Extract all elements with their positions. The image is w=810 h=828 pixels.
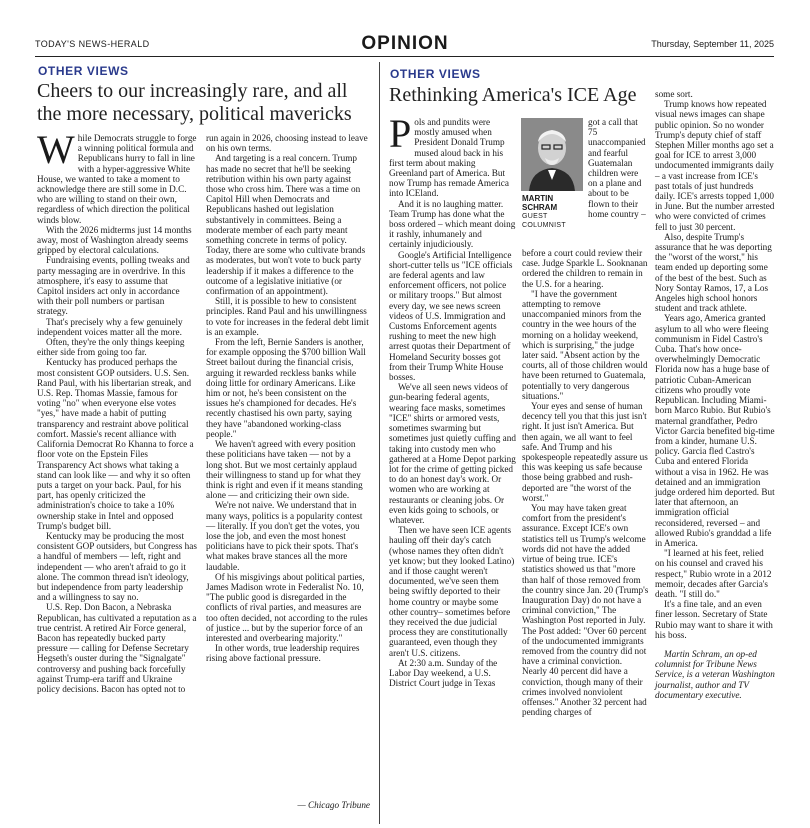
drop-cap: P <box>389 111 412 156</box>
paragraph: And it is no laughing matter. Team Trump has done what the boss ordered – which meant doing it rashly, inhumanely and certainly injudiciously. <box>389 198 516 250</box>
left-article-column-1 <box>37 127 197 694</box>
paragraph: Kentucky may be producing the most consistent GOP outsiders, but Congress has a handful of members — left, right and independent — who aren't afraid to go it alone. The common thread isn't ideology, but independence from party leadership and a willingness to say no. <box>37 530 197 603</box>
paragraph: Trump knows how repeated visual news images can shape public opinion. So no wonder Trump's deputy chief of staff Stephen Miller months ago set a goal for ICE to arrest 3,000 undocumented immigrants daily – a vast increase from ICE's past totals of just hundreds daily. ICE's arrests topped 1,000 in June. But the number arrested who were convicted of crimes fell to just 30 percent. <box>655 99 775 232</box>
columnist-portrait-icon <box>521 118 583 191</box>
section-title: OPINION <box>361 33 449 54</box>
paragraph: You may have taken great comfort from the president's assurance. Except ICE's own statistics tell us Trump's welcome words did not have the added virtue of being true. ICE's statistics showed us that "more than half of those removed from the country since Jan. 20 (Trump's Inauguration Day) do not have a criminal conviction," The Washington Post reported in July. The Post added: "Over 60 percent of the undocumented immigrants removed from the country did not have a criminal conviction. Nearly 40 percent did have a conviction, though many of their crimes involved nonviolent offenses." Another 32 percent had pending charges of <box>522 503 649 718</box>
byline-last-name: SCHRAM <box>522 203 558 212</box>
right-article-column-3 <box>655 89 775 700</box>
paragraph: Of his misgivings about political parties, James Madison wrote in Federalist No. 10, "The public good is disregarded in the conflicts of rival parties, and measures are too often decided, not according to the rules of justice ... but by the superior force of an interested and overbearing majority." <box>206 571 368 643</box>
paragraph: At 2:30 a.m. Sunday of the Labor Day weekend, a U.S. District Court judge in Texas <box>389 657 498 689</box>
author-bio: Martin Schram, an op-ed columnist for Tribune News Service, is a veteran Washington journalist, author and TV documentary executive. <box>655 648 775 700</box>
paragraph: And targeting is a real concern. Trump has made no secret that he'll be seeking retribution within his own party against those who cross him. There was a time on Capitol Hill when Democrats and Republicans hashed out legislation substantively in committees. Being a moderate member of each party meant something concrete in terms of policy. Today, there are some who cultivate brands as moderates, but won't vote to buck party leadership if it makes a difference to the outcome of a legislative initiative (or confirmation of an appointment). <box>206 153 366 297</box>
paragraph: We're not naive. We understand that in many ways, politics is a popularity contest — literally. If you don't get the votes, you lose the job, and even the most honest politicians have to pick their spots. That's what makes brave stances all the more laudable. <box>206 500 363 572</box>
paragraph: We haven't agreed with every position these politicians have taken — not by a long shot. But we most certainly applaud their willingness to stand up for what they think is right and even if it means standing alone — and criticizing their own side. <box>206 439 363 501</box>
paragraph: some sort. <box>655 89 693 99</box>
paragraph: Often, they're the only things keeping either side from going too far. <box>37 337 185 358</box>
paragraph: With the 2026 midterms just 14 months away, most of Washington already seems gripped by electoral calculations. <box>37 224 192 256</box>
paragraph: Still, it is possible to hew to consistent principles. Rand Paul and his unwillingness to vote for increases in the federal debt limit is an example. <box>206 296 369 337</box>
byline-first-name: MARTIN <box>522 194 554 203</box>
right-article-column-2-top <box>588 117 648 219</box>
byline <box>522 194 586 230</box>
right-lead-paragraph <box>389 111 516 199</box>
byline-role-2: COLUMNIST <box>522 222 566 229</box>
paragraph: We've all seen news videos of gun-bearing federal agents, wearing face masks, sometimes "ICE" shirts or armored vests, sometimes swarming but sometimes just quietly cuffing and taking into custody men who gathered at a Home Depot parking lot for the crime of getting picked to do an honest day's work. Or women who are working at restaurants or cleaning jobs. Or even kids going to schools, or whatever. <box>389 382 516 525</box>
paragraph: Your eyes and sense of human decency tell you that this just isn't right. It just isn't America. But then again, we all want to feel safe. And Trump and his spokespeople repeatedly assure us this was keeping us safe because those being grabbed and rush-deported are "the worst of the worst." <box>522 401 648 503</box>
left-lead-paragraph <box>37 127 197 225</box>
paragraph: hile Democrats struggle to forge a winning political formula and Republicans hurry to fall in line with a hyper-aggressive White House, we wanted to take a moment to acknowledge there are still some in D.C. who are willing to stand on their own, regardless of which direction the political winds blow. <box>37 133 197 225</box>
paragraph: U.S. Rep. Don Bacon, a Nebraska Republican, has cultivated a reputation as a true centrist. A retired Air Force general, Bacon has repeatedly bucked party pressure — calling for Defense Secretary Hegseth's ouster during the "Signalgate" controversy and pushing back forcefully against Trump-era tariff and Ukraine policy decisions. Bacon has opted not to <box>37 602 197 694</box>
left-article-credit: — Chicago Tribune <box>297 800 370 810</box>
paragraph: That's precisely why a few genuinely independent voices matter all the more. <box>37 316 183 337</box>
paragraph: In other words, true leadership requires rising above factional pressure. <box>206 643 360 664</box>
paragraph: Years ago, America granted asylum to all who were fleeing communism in Fidel Castro's Cuba. That's how once-overwhelmingly Democratic Florida now has a huge base of patriotic Cuban-American citizens who proudly vote Republican. Including Miami-born Marco Rubio. But Rubio's maternal grandfather, Pedro Victor Garcia benefited big-time from a kinder, humane U.S. policy. Garcia fled Castro's Cuba and entered Florida without a visa in 1962. He was detained and an immigration judge ordered him deported. But later that afternoon, an immigration official reconsidered, reversed – and allowed Rubio's granddad a life in America. <box>655 313 775 548</box>
paragraph: Fundraising events, polling tweaks and party messaging are in overdrive. In this atmosphere, it's easy to assume that Capitol insiders act only in accordance with their poll numbers or partisan strategy. <box>37 255 190 317</box>
paragraph: got a call that 75 unaccompanied and fearful Guatemalan children were on a plane and about to be flown to their home country – <box>588 117 646 219</box>
byline-role-1: GUEST <box>522 213 548 220</box>
paragraph: before a court could review their case. Judge Sparkle L. Sooknanan ordered the children to remain in the U.S. for a hearing. <box>522 248 648 289</box>
left-article-column-2 <box>206 133 369 664</box>
paper-name: TODAY'S NEWS-HERALD <box>35 39 150 49</box>
paragraph: Kentucky has produced perhaps the most consistent GOP outsiders. U.S. Sen. Rand Paul, with his libertarian streak, and U.S. Rep. Thomas Massie, famous for voting "no" when everyone else votes "yes," have made a habit of putting transparency and restraint above political comfort. Massie's recent alliance with California Democrat Ro Khanna to force a floor vote on the Epstein Files Transparency Act shows what taking a stand can look like — and why it so often puts a target on your back. Paul, for his part, has openly criticized the administration's choice to take a 10% ownership stake in Intel and opposed Trump's budget bill. <box>37 357 194 531</box>
paragraph: ols and pundits were mostly amused when President Donald Trump mused aloud back in his first term about making Greenland part of America. But now Trump has remade America into ICEland. <box>389 117 509 199</box>
right-article-column-1 <box>389 111 516 689</box>
right-headline: Rethinking America's ICE Age <box>389 84 637 106</box>
paragraph: Google's Artificial Intelligence short-cutter tells us "ICE officials are federal agents and law enforcement officers, not police or military troops." But almost every day, we see news screen videos of U.S. Immigration and Customs Enforcement agents rushing to meet the new high arrest quotas their Department of Homeland Security bosses got from their Trump White House bosses. <box>389 249 513 383</box>
left-headline: Cheers to our increasingly rare, and all the more necessary, political mavericks <box>37 80 352 125</box>
paragraph: "I have the government attempting to remove unaccompanied minors from the country in the wee hours of the morning on a holiday weekend, which is surprising," the judge later said. "Absent action by the courts, all of those children would have been returned to Guatemala, potentially to very dangerous situations." <box>522 288 648 401</box>
masthead-rule <box>35 56 774 57</box>
column-divider <box>379 62 380 824</box>
right-article-column-2 <box>522 248 649 717</box>
paragraph: From the left, Bernie Sanders is another, for example opposing the $700 billion Wall Street bailout during the financial crisis, arguing it rewarded reckless banks while doing little for ordinary Americans. Like him or not, he's been consistent on the issues he's championed for decades. He's recently chastised his own party, saying they have "abandoned working-class people." <box>206 337 366 439</box>
paragraph: It's a fine tale, and an even finer lesson. Secretary of State Rubio may want to share it with his boss. <box>655 599 773 640</box>
drop-cap: W <box>37 127 75 172</box>
paragraph: Also, despite Trump's assurance that he was deporting the "worst of the worst," his team ended up deporting some of the best of the best. Such as Nory Sontay Ramos, 17, a Los Angeles high school honors student and track athlete. <box>655 231 772 314</box>
right-kicker: OTHER VIEWS <box>390 67 481 81</box>
paragraph: run again in 2026, choosing instead to leave on his own terms. <box>206 133 368 154</box>
paragraph: Then we have seen ICE agents hauling off their day's catch (whose names they often didn't yet know; but they looked Latino) and if those caught weren't documented, we've seen them being swiftly deported to their home country or maybe some other country– sometimes before they received the due judicial process they are constitutionally guaranteed, even though they aren't U.S. citizens. <box>389 525 515 658</box>
issue-date: Thursday, September 11, 2025 <box>651 39 774 49</box>
paragraph: "I learned at his feet, relied on his counsel and craved his respect," Rubio wrote in a 2012 memoir, decades after Garcia's death. "I still do." <box>655 548 772 599</box>
columnist-photo <box>521 118 583 191</box>
left-kicker: OTHER VIEWS <box>38 64 129 78</box>
